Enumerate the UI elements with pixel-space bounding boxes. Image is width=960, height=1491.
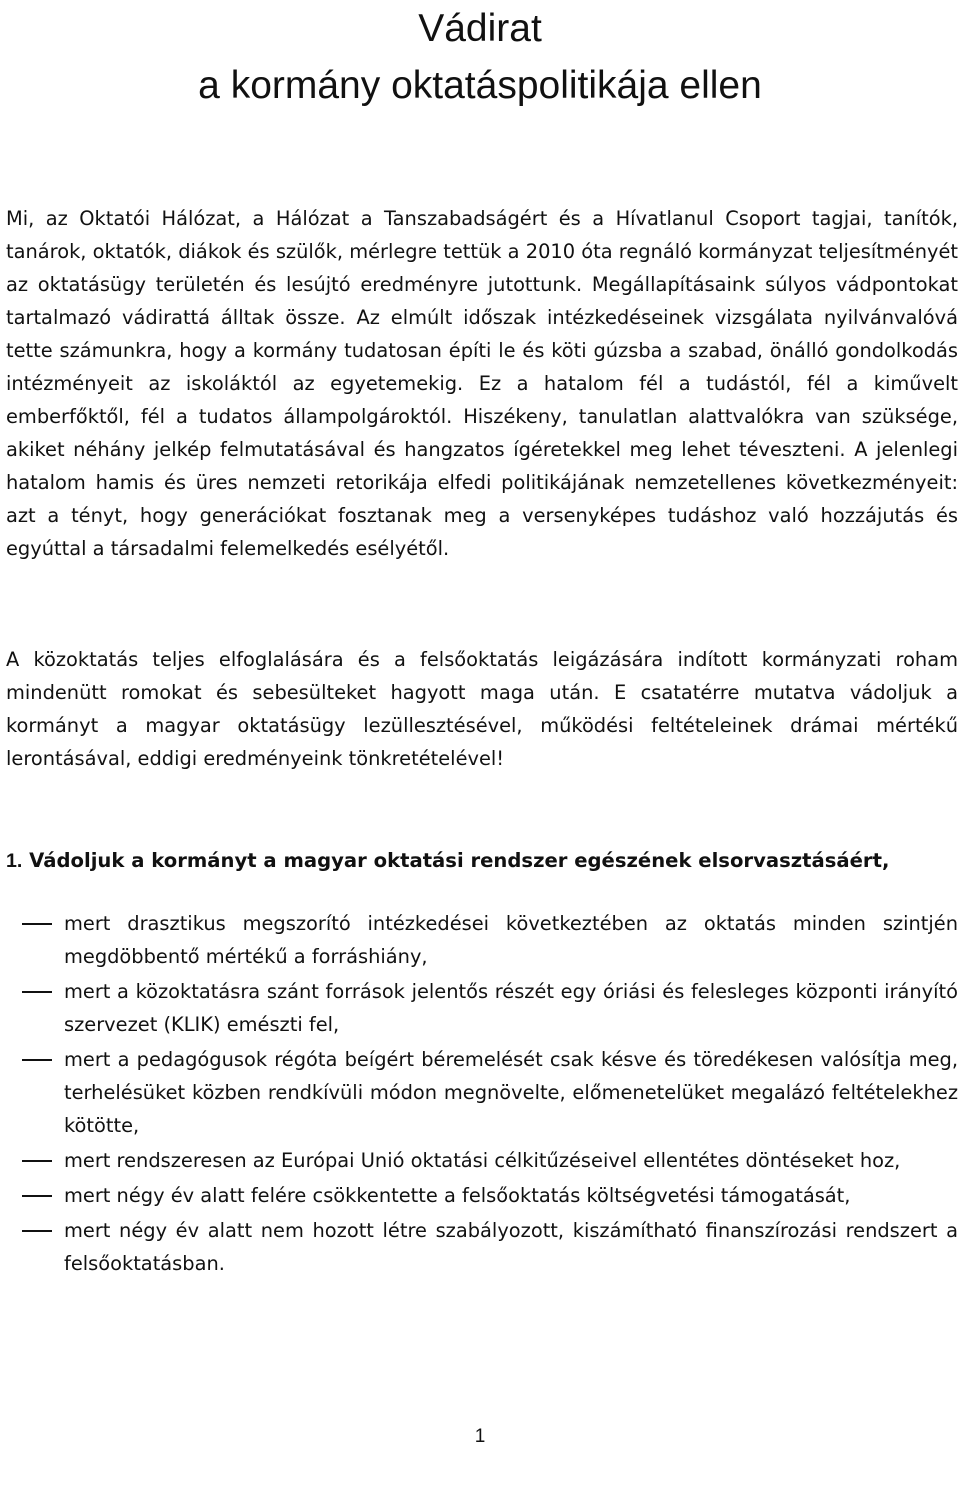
dash-bullet-icon: [22, 1195, 52, 1197]
title-line-2: a kormány oktatáspolitikája ellen: [198, 64, 762, 107]
list-item: [0, 907, 960, 973]
intro-sentence-3: Az elmúlt időszak intézkedéseinek vizsgálata nyilvánvalóvá tette számunkra, hogy a kormány tudatosan építi le és köti gúzsba a szabad, önálló gondolkodás intézményeit az iskoláktól az egyetemekig.: [6, 306, 959, 395]
intro-sentence-5: Hiszékeny, tanulatlan alattvalókra van szüksége, akiket néhány jelkép felmutatásával és hangzatos ígéretekkel meg lehet téveszteni.: [6, 405, 958, 461]
section-1-heading: [6, 844, 958, 878]
title-line-1: Vádirat: [418, 7, 542, 50]
intro-sentence-2: Megállapításaink súlyos vádpontokat tartalmazó vádirattá álltak össze.: [6, 273, 958, 329]
list-item: [0, 975, 960, 1041]
intro-sentence-6: A jelenlegi hatalom hamis és üres nemzeti retorikája elfedi politikájának nemzetellenes következményeit: azt a tényt, hogy generációkat fosztanak meg a versenyképes tudáshoz való hozzájutás és egyúttal a társadalmi felemelkedés esélyétől.: [6, 438, 958, 560]
second-paragraph: [6, 643, 958, 775]
list-item-text: mert négy év alatt nem hozott létre szabályozott, kiszámítható finanszírozási rendszert a felsőoktatásban.: [64, 1219, 958, 1275]
list-item: [0, 1179, 960, 1212]
intro-sentence-1: Mi, az Oktatói Hálózat, a Hálózat a Tanszabadságért és a Hívatlanul Csoport tagjai, tanítók, tanárok, oktatók, diákok és szülők, mérlegre tettük a 2010 óta regnáló kormányzat teljesítményét az oktatásügy területén és lesújtó eredményre jutottunk.: [6, 207, 958, 296]
list-item-text: mert négy év alatt felére csökkentette a felsőoktatás költségvetési támogatását,: [64, 1184, 851, 1207]
intro-sentence-4: Ez a hatalom fél a tudástól, fél a kiművelt emberfőktől, fél a tudatos állampolgároktól.: [6, 372, 958, 428]
section-1-heading-text: Vádoljuk a kormányt a magyar oktatási rendszer egészének elsorvasztásáért,: [29, 849, 890, 872]
section-1-number: 1.: [6, 850, 23, 872]
intro-paragraph: [6, 202, 958, 565]
dash-bullet-icon: [22, 1230, 52, 1232]
list-item-text: mert rendszeresen az Európai Unió oktatási célkitűzéseivel ellentétes döntéseket hoz,: [64, 1149, 901, 1172]
second-sentence-2: E csatatérre mutatva vádoljuk a kormányt a magyar oktatásügy lezüllesztésével, működési feltételeinek drámai mértékű lerontásával, eddigi eredményeink tönkretételével!: [6, 681, 958, 770]
list-item-text: mert a pedagógusok régóta beígért béremelését csak késve és töredékesen valósítja meg, terhelésüket közben rendkívüli módon megnövelte, előmenetelüket megalázó feltételekhez kötötte,: [64, 1048, 958, 1137]
dash-bullet-icon: [22, 923, 52, 925]
dash-bullet-icon: [22, 1160, 52, 1162]
list-item: [0, 1214, 960, 1280]
document-title: [0, 0, 960, 114]
list-item: [0, 1144, 960, 1177]
accusation-list: [0, 907, 960, 1282]
dash-bullet-icon: [22, 991, 52, 993]
list-item-text: mert drasztikus megszorító intézkedései következtében az oktatás minden szintjén megdöbbentő mértékű a forráshiány,: [64, 912, 958, 968]
list-item-text: mert a közoktatásra szánt források jelentős részét egy óriási és felesleges központi irányító szervezet (KLIK) emészti fel,: [64, 980, 958, 1036]
list-item: [0, 1043, 960, 1142]
dash-bullet-icon: [22, 1059, 52, 1061]
second-sentence-1: A közoktatás teljes elfoglalására és a felsőoktatás leigázására indított kormányzati roham mindenütt romokat és sebesülteket hagyott maga után.: [6, 648, 958, 704]
page-number: 1: [474, 1426, 486, 1447]
